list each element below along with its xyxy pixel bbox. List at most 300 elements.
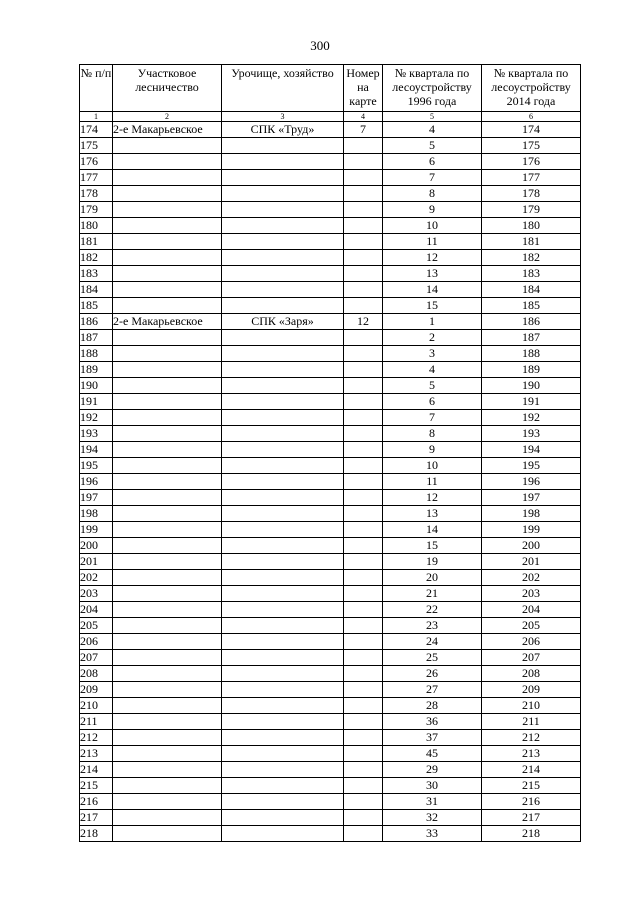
tract-cell xyxy=(222,730,344,746)
quarter-2014-cell: 207 xyxy=(482,650,581,666)
forest-quarters-table xyxy=(79,64,581,842)
forestry-cell xyxy=(113,442,222,458)
table-row xyxy=(80,330,581,346)
map-number-cell xyxy=(344,698,383,714)
map-number-cell xyxy=(344,154,383,170)
tract-cell xyxy=(222,682,344,698)
table-row xyxy=(80,250,581,266)
row-number-cell: 180 xyxy=(80,218,113,234)
table-row xyxy=(80,442,581,458)
tract-cell xyxy=(222,442,344,458)
header-number: № п/п xyxy=(80,65,113,112)
tract-cell xyxy=(222,826,344,842)
table-row xyxy=(80,826,581,842)
header-map-number: Номер на карте xyxy=(344,65,383,112)
table-row xyxy=(80,122,581,138)
forestry-cell xyxy=(113,458,222,474)
table-row xyxy=(80,474,581,490)
table-row xyxy=(80,298,581,314)
table-row xyxy=(80,602,581,618)
quarter-2014-cell: 206 xyxy=(482,634,581,650)
forestry-cell xyxy=(113,698,222,714)
table-row xyxy=(80,746,581,762)
forestry-cell xyxy=(113,794,222,810)
quarter-2014-cell: 192 xyxy=(482,410,581,426)
quarter-1996-cell: 45 xyxy=(383,746,482,762)
column-number: 4 xyxy=(344,112,383,122)
map-number-cell xyxy=(344,218,383,234)
map-number-cell xyxy=(344,810,383,826)
table-row xyxy=(80,810,581,826)
quarter-1996-cell: 1 xyxy=(383,314,482,330)
quarter-1996-cell: 8 xyxy=(383,186,482,202)
quarter-1996-cell: 8 xyxy=(383,426,482,442)
forestry-cell xyxy=(113,282,222,298)
table-row xyxy=(80,410,581,426)
row-number-cell: 179 xyxy=(80,202,113,218)
quarter-2014-cell: 200 xyxy=(482,538,581,554)
table-row xyxy=(80,362,581,378)
quarter-2014-cell: 186 xyxy=(482,314,581,330)
row-number-cell: 176 xyxy=(80,154,113,170)
tract-cell xyxy=(222,426,344,442)
map-number-cell xyxy=(344,506,383,522)
row-number-cell: 217 xyxy=(80,810,113,826)
tract-cell xyxy=(222,170,344,186)
forestry-cell xyxy=(113,266,222,282)
quarter-1996-cell: 3 xyxy=(383,346,482,362)
quarter-2014-cell: 177 xyxy=(482,170,581,186)
quarter-1996-cell: 23 xyxy=(383,618,482,634)
forestry-cell xyxy=(113,330,222,346)
quarter-1996-cell: 4 xyxy=(383,362,482,378)
map-number-cell xyxy=(344,762,383,778)
map-number-cell xyxy=(344,826,383,842)
header-forestry: Участковое лесничество xyxy=(113,65,222,112)
quarter-1996-cell: 11 xyxy=(383,234,482,250)
tract-cell xyxy=(222,618,344,634)
quarter-1996-cell: 13 xyxy=(383,266,482,282)
quarter-2014-cell: 181 xyxy=(482,234,581,250)
row-number-cell: 204 xyxy=(80,602,113,618)
map-number-cell xyxy=(344,778,383,794)
forestry-cell xyxy=(113,538,222,554)
tract-cell: СПК «Труд» xyxy=(222,122,344,138)
table-row xyxy=(80,218,581,234)
forestry-cell xyxy=(113,826,222,842)
map-number-cell xyxy=(344,618,383,634)
quarter-1996-cell: 28 xyxy=(383,698,482,714)
row-number-cell: 203 xyxy=(80,586,113,602)
map-number-cell xyxy=(344,474,383,490)
forestry-cell: 2-е Макарьевское xyxy=(113,314,222,330)
map-number-cell xyxy=(344,362,383,378)
forestry-cell xyxy=(113,810,222,826)
column-number: 1 xyxy=(80,112,113,122)
quarter-1996-cell: 24 xyxy=(383,634,482,650)
quarter-2014-cell: 199 xyxy=(482,522,581,538)
tract-cell xyxy=(222,186,344,202)
quarter-1996-cell: 22 xyxy=(383,602,482,618)
quarter-2014-cell: 189 xyxy=(482,362,581,378)
row-number-cell: 182 xyxy=(80,250,113,266)
quarter-2014-cell: 195 xyxy=(482,458,581,474)
row-number-cell: 183 xyxy=(80,266,113,282)
row-number-cell: 184 xyxy=(80,282,113,298)
quarter-2014-cell: 211 xyxy=(482,714,581,730)
tract-cell xyxy=(222,746,344,762)
tract-cell xyxy=(222,298,344,314)
tract-cell xyxy=(222,666,344,682)
map-number-cell xyxy=(344,458,383,474)
quarter-2014-cell: 215 xyxy=(482,778,581,794)
quarter-2014-cell: 213 xyxy=(482,746,581,762)
row-number-cell: 208 xyxy=(80,666,113,682)
map-number-cell xyxy=(344,634,383,650)
forestry-cell xyxy=(113,170,222,186)
row-number-cell: 188 xyxy=(80,346,113,362)
quarter-1996-cell: 30 xyxy=(383,778,482,794)
table-row xyxy=(80,314,581,330)
quarter-1996-cell: 27 xyxy=(383,682,482,698)
map-number-cell xyxy=(344,538,383,554)
page-number: 300 xyxy=(310,38,330,53)
table-row xyxy=(80,394,581,410)
column-number: 5 xyxy=(383,112,482,122)
tract-cell xyxy=(222,522,344,538)
column-number-row xyxy=(80,112,581,122)
quarter-2014-cell: 183 xyxy=(482,266,581,282)
quarter-1996-cell: 32 xyxy=(383,810,482,826)
tract-cell xyxy=(222,698,344,714)
table-row xyxy=(80,634,581,650)
forestry-cell xyxy=(113,762,222,778)
table-row xyxy=(80,522,581,538)
map-number-cell xyxy=(344,746,383,762)
header-row xyxy=(80,65,581,112)
row-number-cell: 215 xyxy=(80,778,113,794)
tract-cell xyxy=(222,266,344,282)
quarter-1996-cell: 20 xyxy=(383,570,482,586)
quarter-1996-cell: 10 xyxy=(383,218,482,234)
map-number-cell xyxy=(344,794,383,810)
map-number-cell xyxy=(344,650,383,666)
quarter-2014-cell: 212 xyxy=(482,730,581,746)
forestry-cell xyxy=(113,586,222,602)
quarter-1996-cell: 19 xyxy=(383,554,482,570)
quarter-2014-cell: 185 xyxy=(482,298,581,314)
forestry-cell xyxy=(113,186,222,202)
forestry-cell xyxy=(113,234,222,250)
row-number-cell: 187 xyxy=(80,330,113,346)
table-row xyxy=(80,506,581,522)
tract-cell xyxy=(222,250,344,266)
quarter-2014-cell: 209 xyxy=(482,682,581,698)
row-number-cell: 193 xyxy=(80,426,113,442)
forestry-cell xyxy=(113,202,222,218)
table-row xyxy=(80,378,581,394)
quarter-2014-cell: 191 xyxy=(482,394,581,410)
header-quarter-2014: № квартала по лесоустройству 2014 года xyxy=(482,65,581,112)
table-row xyxy=(80,682,581,698)
tract-cell xyxy=(222,378,344,394)
quarter-1996-cell: 6 xyxy=(383,154,482,170)
quarter-1996-cell: 4 xyxy=(383,122,482,138)
row-number-cell: 213 xyxy=(80,746,113,762)
quarter-2014-cell: 217 xyxy=(482,810,581,826)
tract-cell xyxy=(222,634,344,650)
quarter-1996-cell: 14 xyxy=(383,522,482,538)
column-number: 3 xyxy=(222,112,344,122)
forestry-cell xyxy=(113,714,222,730)
forestry-cell xyxy=(113,618,222,634)
tract-cell xyxy=(222,394,344,410)
table-row xyxy=(80,698,581,714)
tract-cell xyxy=(222,138,344,154)
quarter-2014-cell: 180 xyxy=(482,218,581,234)
quarter-1996-cell: 33 xyxy=(383,826,482,842)
row-number-cell: 214 xyxy=(80,762,113,778)
row-number-cell: 191 xyxy=(80,394,113,410)
map-number-cell xyxy=(344,570,383,586)
tract-cell xyxy=(222,602,344,618)
map-number-cell xyxy=(344,202,383,218)
map-number-cell xyxy=(344,330,383,346)
map-number-cell xyxy=(344,266,383,282)
quarter-1996-cell: 5 xyxy=(383,378,482,394)
quarter-2014-cell: 196 xyxy=(482,474,581,490)
forestry-cell xyxy=(113,138,222,154)
map-number-cell xyxy=(344,346,383,362)
forestry-cell xyxy=(113,666,222,682)
quarter-2014-cell: 202 xyxy=(482,570,581,586)
row-number-cell: 206 xyxy=(80,634,113,650)
map-number-cell xyxy=(344,714,383,730)
forestry-cell xyxy=(113,410,222,426)
quarter-2014-cell: 194 xyxy=(482,442,581,458)
quarter-1996-cell: 12 xyxy=(383,490,482,506)
row-number-cell: 181 xyxy=(80,234,113,250)
map-number-cell xyxy=(344,730,383,746)
quarter-2014-cell: 210 xyxy=(482,698,581,714)
table-row xyxy=(80,202,581,218)
forestry-cell xyxy=(113,634,222,650)
table-row xyxy=(80,138,581,154)
map-number-cell: 7 xyxy=(344,122,383,138)
tract-cell xyxy=(222,810,344,826)
row-number-cell: 178 xyxy=(80,186,113,202)
map-number-cell xyxy=(344,282,383,298)
tract-cell xyxy=(222,218,344,234)
table-row xyxy=(80,346,581,362)
map-number-cell xyxy=(344,442,383,458)
forestry-cell xyxy=(113,778,222,794)
forestry-cell: 2-е Макарьевское xyxy=(113,122,222,138)
quarter-1996-cell: 9 xyxy=(383,442,482,458)
quarter-1996-cell: 6 xyxy=(383,394,482,410)
quarter-2014-cell: 182 xyxy=(482,250,581,266)
row-number-cell: 177 xyxy=(80,170,113,186)
quarter-1996-cell: 12 xyxy=(383,250,482,266)
row-number-cell: 196 xyxy=(80,474,113,490)
map-number-cell xyxy=(344,170,383,186)
map-number-cell xyxy=(344,682,383,698)
map-number-cell xyxy=(344,250,383,266)
header-quarter-1996: № квартала по лесоустройству 1996 года xyxy=(383,65,482,112)
tract-cell: СПК «Заря» xyxy=(222,314,344,330)
quarter-2014-cell: 205 xyxy=(482,618,581,634)
row-number-cell: 202 xyxy=(80,570,113,586)
forestry-cell xyxy=(113,218,222,234)
quarter-2014-cell: 218 xyxy=(482,826,581,842)
tract-cell xyxy=(222,714,344,730)
quarter-1996-cell: 15 xyxy=(383,538,482,554)
tract-cell xyxy=(222,538,344,554)
table-row xyxy=(80,266,581,282)
quarter-2014-cell: 184 xyxy=(482,282,581,298)
forestry-cell xyxy=(113,474,222,490)
tract-cell xyxy=(222,202,344,218)
map-number-cell xyxy=(344,378,383,394)
tract-cell xyxy=(222,234,344,250)
quarter-1996-cell: 11 xyxy=(383,474,482,490)
map-number-cell xyxy=(344,410,383,426)
quarter-1996-cell: 31 xyxy=(383,794,482,810)
table-row xyxy=(80,778,581,794)
table-row xyxy=(80,650,581,666)
forestry-cell xyxy=(113,154,222,170)
tract-cell xyxy=(222,346,344,362)
quarter-2014-cell: 197 xyxy=(482,490,581,506)
row-number-cell: 216 xyxy=(80,794,113,810)
map-number-cell: 12 xyxy=(344,314,383,330)
table-row xyxy=(80,490,581,506)
forestry-cell xyxy=(113,394,222,410)
column-number: 6 xyxy=(482,112,581,122)
map-number-cell xyxy=(344,394,383,410)
map-number-cell xyxy=(344,522,383,538)
table-row xyxy=(80,186,581,202)
table-row xyxy=(80,666,581,682)
tract-cell xyxy=(222,650,344,666)
quarter-1996-cell: 9 xyxy=(383,202,482,218)
table-row xyxy=(80,762,581,778)
tract-cell xyxy=(222,154,344,170)
table-row xyxy=(80,426,581,442)
forestry-cell xyxy=(113,650,222,666)
quarter-1996-cell: 25 xyxy=(383,650,482,666)
row-number-cell: 189 xyxy=(80,362,113,378)
table-body xyxy=(80,122,581,842)
row-number-cell: 174 xyxy=(80,122,113,138)
table-row xyxy=(80,282,581,298)
row-number-cell: 199 xyxy=(80,522,113,538)
row-number-cell: 209 xyxy=(80,682,113,698)
row-number-cell: 186 xyxy=(80,314,113,330)
quarter-2014-cell: 188 xyxy=(482,346,581,362)
map-number-cell xyxy=(344,426,383,442)
table-row xyxy=(80,554,581,570)
table-row xyxy=(80,618,581,634)
forestry-cell xyxy=(113,570,222,586)
map-number-cell xyxy=(344,602,383,618)
forestry-cell xyxy=(113,490,222,506)
tract-cell xyxy=(222,410,344,426)
quarter-2014-cell: 216 xyxy=(482,794,581,810)
quarter-1996-cell: 2 xyxy=(383,330,482,346)
quarter-2014-cell: 208 xyxy=(482,666,581,682)
quarter-1996-cell: 10 xyxy=(383,458,482,474)
table-row xyxy=(80,538,581,554)
quarter-2014-cell: 204 xyxy=(482,602,581,618)
row-number-cell: 192 xyxy=(80,410,113,426)
tract-cell xyxy=(222,570,344,586)
table-row xyxy=(80,458,581,474)
header-tract: Урочище, хозяйство xyxy=(222,65,344,112)
forestry-cell xyxy=(113,298,222,314)
tract-cell xyxy=(222,794,344,810)
quarter-2014-cell: 198 xyxy=(482,506,581,522)
tract-cell xyxy=(222,330,344,346)
tract-cell xyxy=(222,282,344,298)
row-number-cell: 218 xyxy=(80,826,113,842)
row-number-cell: 175 xyxy=(80,138,113,154)
column-number: 2 xyxy=(113,112,222,122)
quarter-2014-cell: 176 xyxy=(482,154,581,170)
quarter-1996-cell: 14 xyxy=(383,282,482,298)
map-number-cell xyxy=(344,186,383,202)
row-number-cell: 190 xyxy=(80,378,113,394)
tract-cell xyxy=(222,762,344,778)
forestry-cell xyxy=(113,682,222,698)
quarter-2014-cell: 214 xyxy=(482,762,581,778)
table-row xyxy=(80,730,581,746)
forestry-cell xyxy=(113,602,222,618)
table-row xyxy=(80,234,581,250)
forestry-cell xyxy=(113,522,222,538)
tract-cell xyxy=(222,506,344,522)
quarter-1996-cell: 29 xyxy=(383,762,482,778)
table-row xyxy=(80,714,581,730)
quarter-1996-cell: 7 xyxy=(383,410,482,426)
quarter-2014-cell: 193 xyxy=(482,426,581,442)
forestry-cell xyxy=(113,362,222,378)
map-number-cell xyxy=(344,234,383,250)
quarter-2014-cell: 175 xyxy=(482,138,581,154)
tract-cell xyxy=(222,474,344,490)
quarter-1996-cell: 13 xyxy=(383,506,482,522)
forestry-cell xyxy=(113,746,222,762)
quarter-2014-cell: 187 xyxy=(482,330,581,346)
quarter-2014-cell: 203 xyxy=(482,586,581,602)
quarter-2014-cell: 190 xyxy=(482,378,581,394)
row-number-cell: 200 xyxy=(80,538,113,554)
row-number-cell: 198 xyxy=(80,506,113,522)
quarter-2014-cell: 178 xyxy=(482,186,581,202)
table-row xyxy=(80,170,581,186)
tract-cell xyxy=(222,778,344,794)
map-number-cell xyxy=(344,666,383,682)
row-number-cell: 205 xyxy=(80,618,113,634)
forestry-cell xyxy=(113,506,222,522)
tract-cell xyxy=(222,362,344,378)
forestry-cell xyxy=(113,346,222,362)
tract-cell xyxy=(222,458,344,474)
tract-cell xyxy=(222,490,344,506)
quarter-2014-cell: 174 xyxy=(482,122,581,138)
tract-cell xyxy=(222,586,344,602)
table-row xyxy=(80,586,581,602)
